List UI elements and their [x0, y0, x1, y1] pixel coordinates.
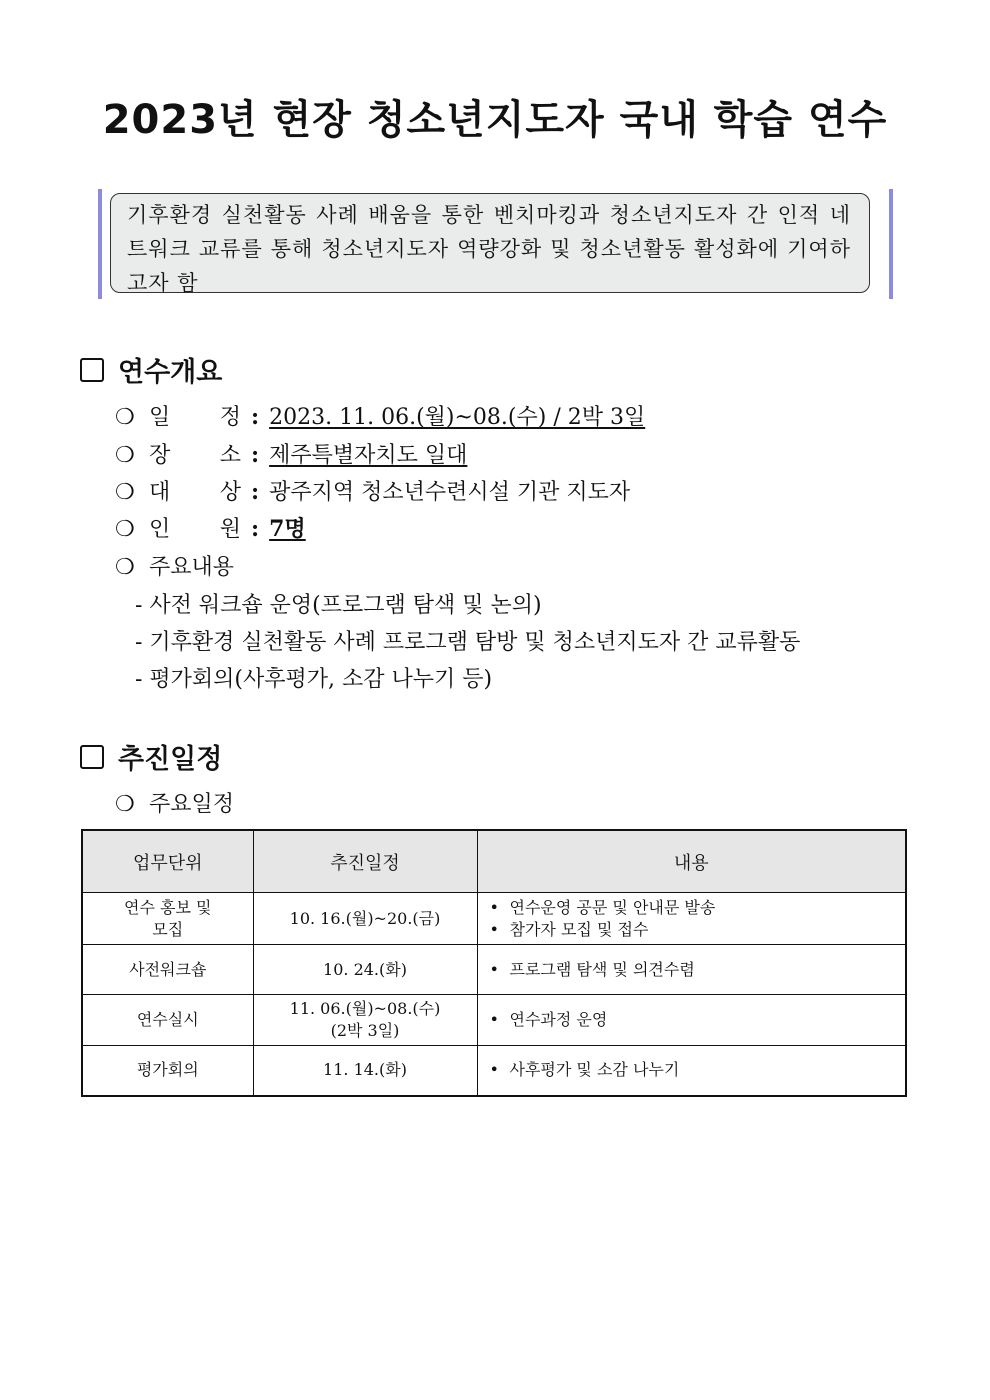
table-row: [82, 945, 906, 995]
date-cell: 11. 06.(월)~08.(수) (2박 3일): [253, 995, 477, 1046]
circle-bullet-icon: ❍: [115, 792, 135, 817]
place-label: 장 소: [149, 443, 241, 468]
column-header: 업무단위: [82, 830, 253, 893]
place-value: 제주특별자치도 일대: [269, 443, 468, 468]
people-value: 7명: [269, 516, 306, 542]
content-cell: • 사후평가 및 소감 나누기: [477, 1046, 906, 1096]
progress-sub-label: 주요일정: [149, 792, 235, 817]
section-progress: [80, 737, 222, 776]
document-title: 2023년 현장 청소년지도자 국내 학습 연수: [102, 97, 888, 143]
checkbox-square-icon: [80, 745, 104, 769]
date-cell: 10. 24.(화): [253, 945, 477, 995]
table-row: [82, 1046, 906, 1096]
schedule-table: [81, 829, 907, 1097]
table-row: [82, 995, 906, 1046]
overview-place: ❍ 장 소 : 제주특별자치도 일대: [115, 438, 467, 469]
circle-bullet-icon: ❍: [115, 405, 135, 430]
overview-main-contents: [115, 550, 234, 581]
unit-cell: 사전워크숍: [82, 945, 253, 995]
schedule-value: 2023. 11. 06.(월)~08.(수) / 2박 3일: [269, 405, 646, 430]
date-cell: 10. 16.(월)~20.(금): [253, 893, 477, 945]
circle-bullet-icon: ❍: [115, 555, 135, 580]
content-line: - 평가회의(사후평가, 소감 나누기 등): [135, 667, 493, 692]
column-header: 추진일정: [253, 830, 477, 893]
target-value: 광주지역 청소년수련시설 기관 지도자: [269, 480, 631, 505]
overview-schedule: ❍ 일 정 : 2023. 11. 06.(월)~08.(수) / 2박 3일: [115, 400, 645, 431]
schedule-label: 일 정: [149, 405, 241, 430]
content-line: - 사전 워크숍 운영(프로그램 탐색 및 논의): [135, 593, 542, 618]
main-contents-label: 주요내용: [149, 555, 235, 580]
section-overview-heading: 연수개요: [118, 357, 223, 388]
table-row: [82, 893, 906, 945]
purpose-text: 기후환경 실천활동 사례 배움을 통한 벤치마킹과 청소년지도자 간 인적 네트워크 교류를 통해 청소년지도자 역량강화 및 청소년활동 활성화에 기여하고자 함: [110, 193, 870, 293]
section-overview: [80, 350, 222, 389]
content-cell: • 연수운영 공문 및 안내문 발송 • 참가자 모집 및 접수: [477, 893, 906, 945]
overview-target: ❍ 대 상 : 광주지역 청소년수련시설 기관 지도자: [115, 475, 630, 506]
unit-cell: 연수실시: [82, 995, 253, 1046]
target-label: 대 상: [149, 480, 241, 505]
section-progress-heading: 추진일정: [118, 744, 223, 775]
date-cell: 11. 14.(화): [253, 1046, 477, 1096]
table-header-row: [82, 830, 906, 893]
content-line: - 기후환경 실천활동 사례 프로그램 탐방 및 청소년지도자 간 교류활동: [135, 630, 801, 655]
circle-bullet-icon: ❍: [115, 480, 135, 505]
circle-bullet-icon: ❍: [115, 517, 135, 542]
progress-sub: [115, 787, 234, 818]
people-label: 인 원: [149, 517, 241, 542]
content-cell: • 프로그램 탐색 및 의견수렴: [477, 945, 906, 995]
column-header: 내용: [477, 830, 906, 893]
unit-cell: 평가회의: [82, 1046, 253, 1096]
content-cell: • 연수과정 운영: [477, 995, 906, 1046]
circle-bullet-icon: ❍: [115, 443, 135, 468]
right-accent-bar: [889, 189, 893, 299]
checkbox-square-icon: [80, 358, 104, 382]
purpose-panel: [98, 189, 893, 299]
unit-cell: 연수 홍보 및 모집: [82, 893, 253, 945]
overview-people: ❍ 인 원 : 7명: [115, 512, 306, 543]
left-accent-bar: [98, 189, 102, 299]
